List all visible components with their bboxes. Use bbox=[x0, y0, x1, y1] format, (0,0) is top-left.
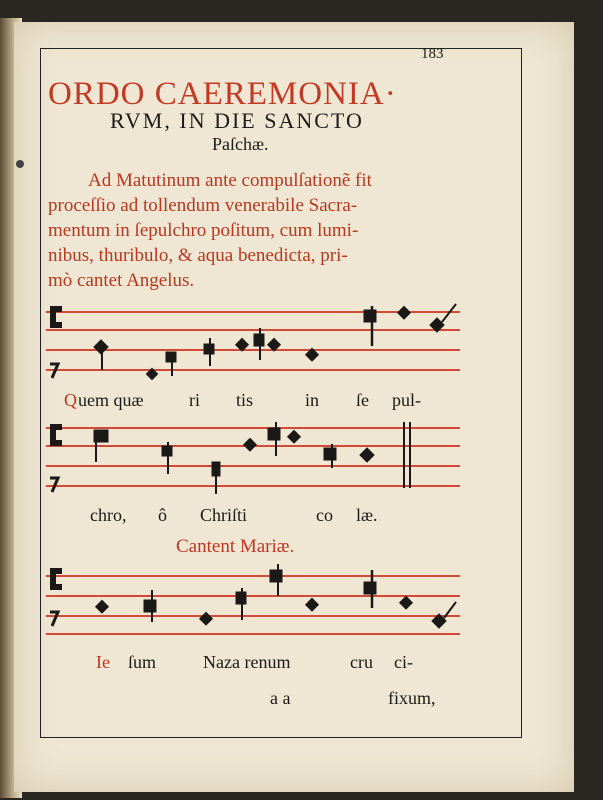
lyric-syllable: uem quæ bbox=[78, 390, 144, 410]
lyric-continuation: a a bbox=[270, 688, 291, 708]
lyric-syllable: ſe bbox=[356, 390, 369, 410]
lyric-syllable: ri bbox=[189, 390, 200, 410]
title-line-3: Paſchæ. bbox=[212, 134, 269, 154]
lyric-syllable: Ie bbox=[96, 652, 110, 672]
lyric-syllable: cru bbox=[350, 652, 373, 672]
lyric-syllable: in bbox=[305, 390, 320, 410]
binding-hole bbox=[16, 160, 24, 168]
rubric-paragraph bbox=[48, 168, 460, 293]
custos-icon bbox=[50, 612, 58, 626]
chant-staff-3 bbox=[46, 562, 466, 642]
lyric-syllable: tis bbox=[236, 390, 254, 410]
lyric-syllable: pul- bbox=[392, 390, 421, 410]
page-number: 183 bbox=[421, 46, 444, 62]
lyric-initial: Q bbox=[64, 390, 77, 410]
lyric-syllable: Naza renum bbox=[203, 652, 291, 672]
lyric-syllable: ſum bbox=[128, 652, 157, 672]
section-heading: Cantent Mariæ. bbox=[176, 536, 295, 557]
rubric-line: nibus, thuribulo, & aqua benedicta, pri- bbox=[48, 245, 348, 266]
lyric-syllable: Chriſti bbox=[200, 505, 248, 525]
title-line-2: RVM, IN DIE SANCTO bbox=[110, 108, 364, 133]
rubric-line: mentum in ſepulchro poſitum, cum lumi- bbox=[48, 220, 359, 241]
lyric-syllable: ô bbox=[158, 505, 167, 525]
c-clef-icon bbox=[50, 424, 62, 446]
lyric-syllable: chro, bbox=[90, 505, 127, 525]
lyric-syllable: ci- bbox=[394, 652, 413, 672]
chant-staff-2 bbox=[46, 418, 466, 498]
c-clef-icon bbox=[50, 568, 62, 590]
rubric-line: mò cantet Angelus. bbox=[48, 270, 195, 291]
title-line-1: ORDO CAEREMONIA· bbox=[48, 76, 397, 112]
lyric-continuation: fixum, bbox=[388, 688, 436, 708]
lyric-syllable: co bbox=[316, 505, 333, 525]
rubric-line: Ad Matutinum ante compulſationẽ fit bbox=[88, 170, 372, 191]
chant-staff-1 bbox=[46, 300, 466, 380]
rubric-line: proceſſio ad tollendum venerabile Sacra- bbox=[48, 195, 358, 216]
lyric-syllable: læ. bbox=[356, 505, 378, 525]
c-clef-icon bbox=[50, 306, 62, 328]
